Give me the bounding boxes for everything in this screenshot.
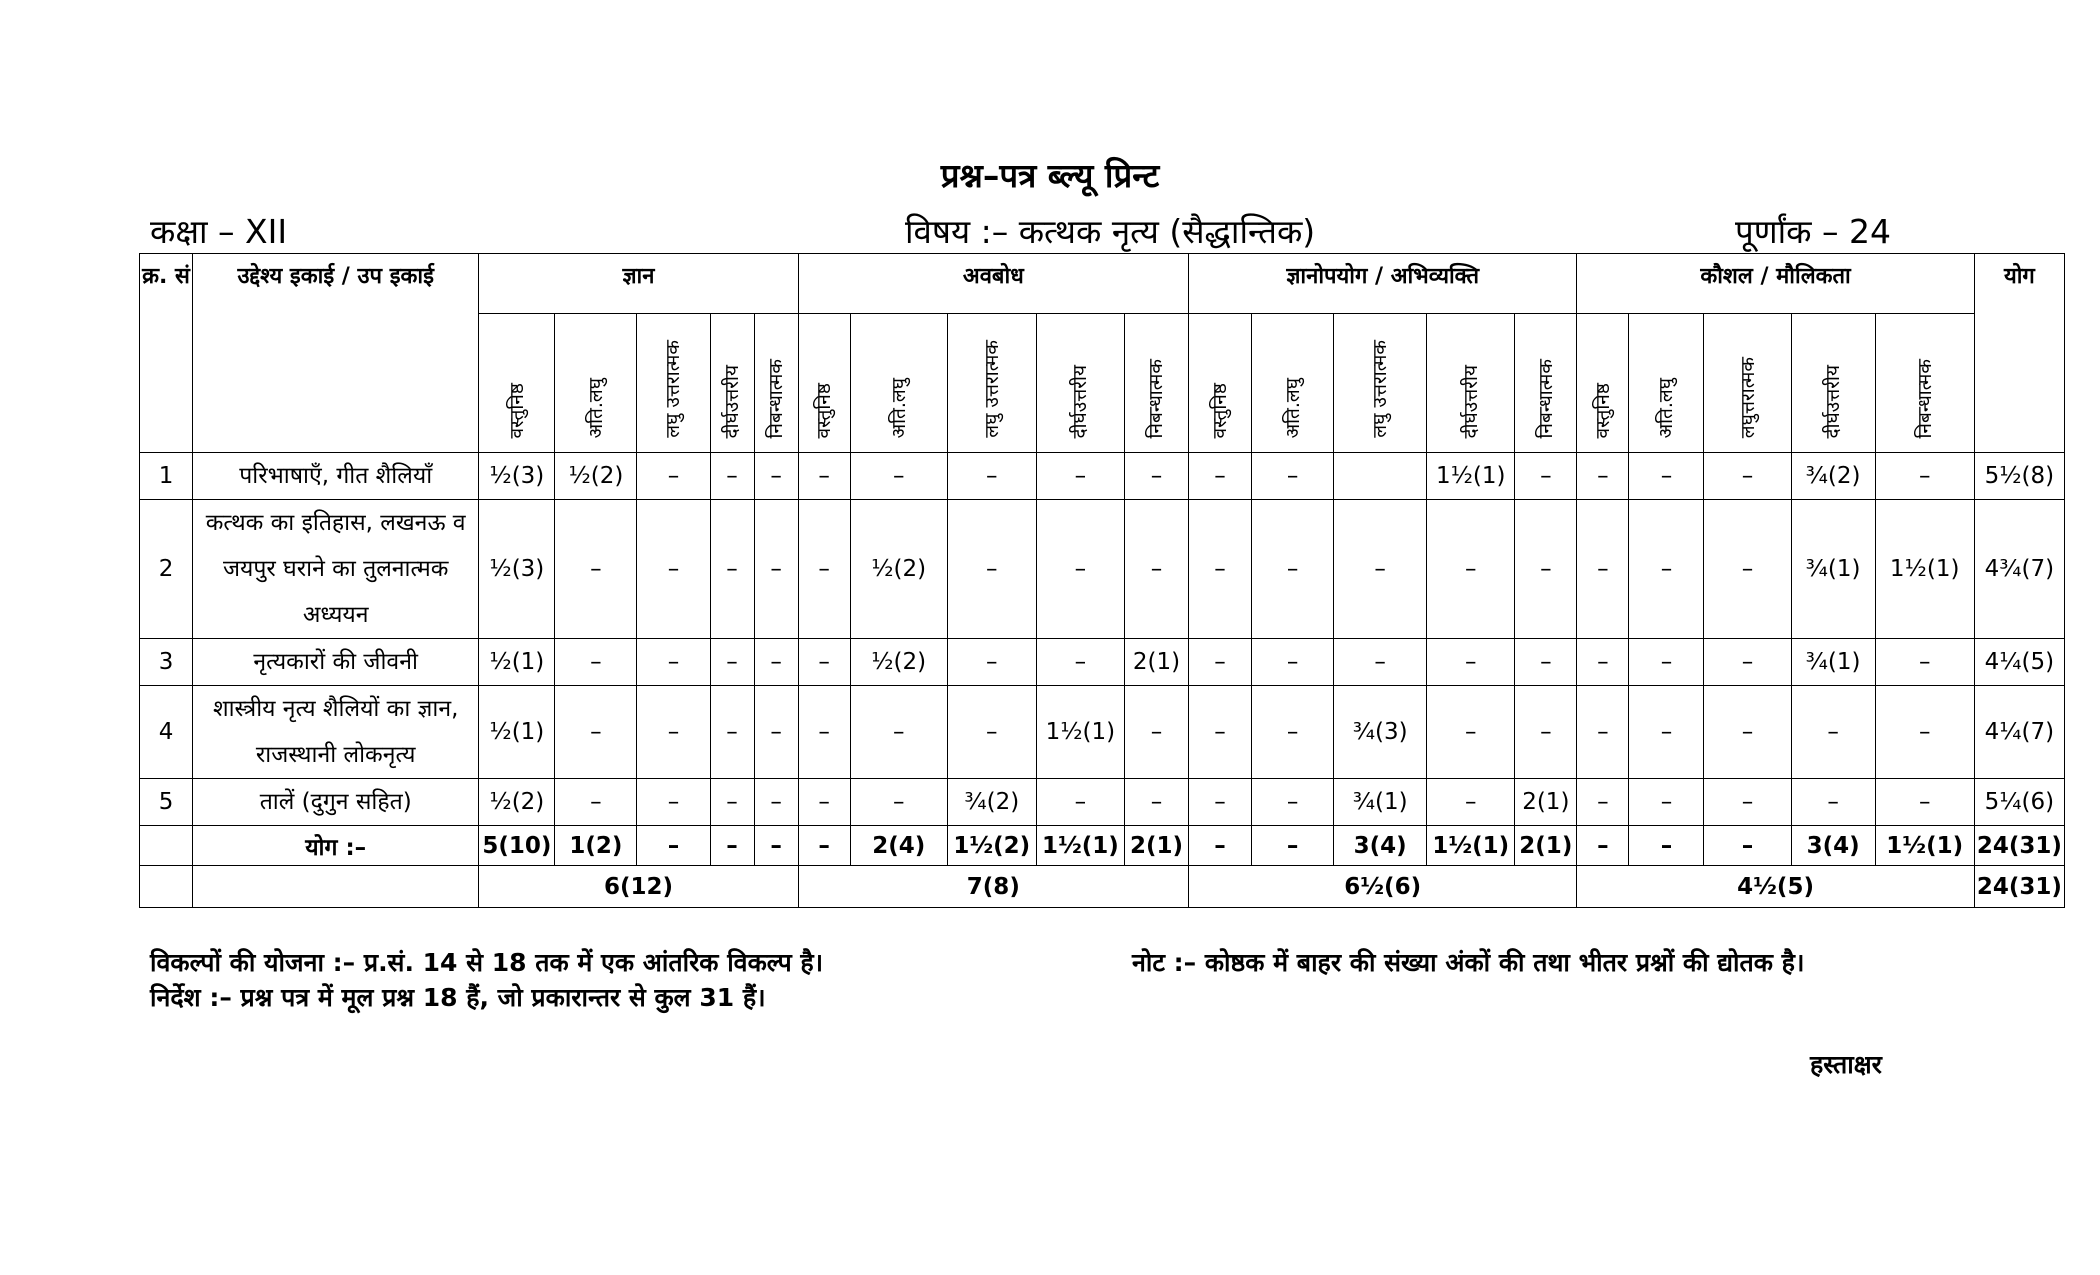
marks-cell: –	[850, 453, 947, 500]
sum-cell: 5(10)	[479, 826, 555, 866]
marks-cell: –	[1189, 686, 1252, 779]
sum-cell: –	[1704, 826, 1791, 866]
marks-cell: ¾(1)	[1791, 639, 1875, 686]
marks-cell: –	[1252, 453, 1334, 500]
subhead-label: दीर्घउत्तरीय	[1822, 364, 1845, 438]
subhead-cell	[1704, 314, 1791, 453]
marks-cell: –	[1189, 500, 1252, 639]
subhead-label: लघु उत्तरात्मक	[662, 340, 685, 438]
marks-cell: –	[754, 779, 798, 826]
marks-cell: –	[754, 453, 798, 500]
marks-cell: –	[1036, 500, 1124, 639]
page-title: प्रश्न–पत्र ब्ल्यू प्रिन्ट	[940, 156, 1160, 195]
marks-cell: –	[1189, 639, 1252, 686]
table-row	[140, 779, 2065, 826]
marks-cell: –	[1252, 686, 1334, 779]
marks-cell: –	[1875, 453, 1974, 500]
marks-cell: –	[1252, 500, 1334, 639]
options-scheme-note: विकल्पों की योजना :– प्र.सं. 14 से 18 तक में एक आंतरिक विकल्प है।	[150, 948, 824, 977]
subhead-cell	[1427, 314, 1515, 453]
marks-cell: –	[1875, 639, 1974, 686]
marks-cell: –	[1875, 779, 1974, 826]
group-total-row	[140, 866, 2065, 908]
blueprint-table	[139, 253, 2065, 908]
col-sn-header: क्र. सं	[140, 254, 193, 453]
col-unit-header: उद्देश्य इकाई / उप इकाई	[193, 254, 479, 453]
marks-cell: –	[1124, 500, 1188, 639]
marks-cell: –	[1036, 639, 1124, 686]
marks-cell: –	[947, 453, 1036, 500]
marks-cell: –	[1252, 639, 1334, 686]
subhead-cell	[798, 314, 850, 453]
marks-cell: –	[555, 686, 637, 779]
subhead-cell	[1036, 314, 1124, 453]
col-total-header: योग	[1974, 254, 2064, 453]
table-row	[140, 500, 2065, 639]
marks-cell: –	[1577, 639, 1629, 686]
marks-cell: –	[710, 453, 754, 500]
marks-cell: –	[1704, 453, 1791, 500]
sum-cell: 1½(1)	[1036, 826, 1124, 866]
sum-total: 24(31)	[1974, 826, 2064, 866]
row-serial: 4	[140, 686, 193, 779]
subhead-label: दीर्घउत्तरीय	[721, 364, 744, 438]
sum-cell: 1½(2)	[947, 826, 1036, 866]
marks-cell: 2(1)	[1515, 779, 1577, 826]
sum-row-empty	[140, 826, 193, 866]
marks-cell: –	[798, 639, 850, 686]
sum-cell: 1(2)	[555, 826, 637, 866]
subhead-label: लघु उत्तरात्मक	[1369, 340, 1392, 438]
subhead-label: वस्तुनिष्ठ	[1209, 382, 1232, 438]
marks-cell: 2(1)	[1124, 639, 1188, 686]
marks-cell: –	[1124, 779, 1188, 826]
directions-note: निर्देश :– प्रश्न पत्र में मूल प्रश्न 18 हैं, जो प्रकारान्तर से कुल 31 हैं।	[150, 983, 766, 1012]
sum-cell: –	[1577, 826, 1629, 866]
subhead-label: अति.लघु	[1655, 377, 1678, 438]
sum-cell: –	[710, 826, 754, 866]
row-unit: शास्त्रीय नृत्य शैलियों का ज्ञान, राजस्थानी लोकनृत्य	[193, 686, 479, 779]
subhead-cell	[1577, 314, 1629, 453]
marks-cell: –	[1577, 686, 1629, 779]
group-header-gyanopyog: ज्ञानोपयोग / अभिव्यक्ति	[1189, 254, 1577, 314]
subhead-cell	[1252, 314, 1334, 453]
marks-cell: –	[710, 639, 754, 686]
marks-cell: –	[1515, 686, 1577, 779]
marks-cell: –	[1124, 453, 1188, 500]
subhead-cell	[710, 314, 754, 453]
sum-cell: 2(1)	[1515, 826, 1577, 866]
marks-cell: –	[637, 639, 710, 686]
marks-cell: –	[1334, 639, 1427, 686]
subhead-cell	[1515, 314, 1577, 453]
marks-cell: –	[754, 500, 798, 639]
subhead-cell	[1124, 314, 1188, 453]
marks-cell: –	[637, 779, 710, 826]
marks-cell: –	[1704, 686, 1791, 779]
subhead-label: अति.लघु	[1281, 377, 1304, 438]
subhead-label: लघु उत्तरात्मक	[980, 340, 1003, 438]
marks-cell: –	[1629, 686, 1704, 779]
marks-cell: –	[1427, 779, 1515, 826]
marks-cell: ¾(3)	[1334, 686, 1427, 779]
sum-cell: –	[1189, 826, 1252, 866]
marks-cell: –	[1577, 453, 1629, 500]
row-total: 4¾(7)	[1974, 500, 2064, 639]
subhead-cell	[1875, 314, 1974, 453]
row-unit: कत्थक का इतिहास, लखनऊ व जयपुर घराने का तुलनात्मक अध्ययन	[193, 500, 479, 639]
sum-cell: 3(4)	[1791, 826, 1875, 866]
marks-cell: –	[798, 779, 850, 826]
marks-cell: –	[1704, 779, 1791, 826]
marks-cell: –	[754, 639, 798, 686]
group-header-kaushal: कौशल / मौलिकता	[1577, 254, 1974, 314]
marks-cell: –	[798, 453, 850, 500]
row-unit: तालें (दुगुन सहित)	[193, 779, 479, 826]
subhead-label: निबन्धात्मक	[1145, 358, 1168, 438]
sum-row-label: योग :–	[193, 826, 479, 866]
marks-cell: –	[637, 500, 710, 639]
subhead-label: वस्तुनिष्ठ	[505, 382, 528, 438]
marks-cell: –	[1629, 779, 1704, 826]
row-unit: परिभाषाएँ, गीत शैलियाँ	[193, 453, 479, 500]
marks-cell: –	[754, 686, 798, 779]
row-total: 4¼(7)	[1974, 686, 2064, 779]
marks-cell: 1½(1)	[1875, 500, 1974, 639]
marks-cell: –	[1704, 639, 1791, 686]
row-unit: नृत्यकारों की जीवनी	[193, 639, 479, 686]
group-total-cell: 6(12)	[479, 866, 798, 908]
sum-cell: 1½(1)	[1427, 826, 1515, 866]
marks-cell: –	[637, 453, 710, 500]
marks-cell: ¾(1)	[1791, 500, 1875, 639]
subhead-cell	[555, 314, 637, 453]
grand-total: 24(31)	[1974, 866, 2064, 908]
row-total: 5¼(6)	[1974, 779, 2064, 826]
marks-cell: –	[1124, 686, 1188, 779]
marks-cell: –	[850, 686, 947, 779]
marks-cell: –	[1189, 779, 1252, 826]
row-total: 5½(8)	[1974, 453, 2064, 500]
row-serial: 3	[140, 639, 193, 686]
marks-cell: ½(3)	[479, 453, 555, 500]
subhead-label: वस्तुनिष्ठ	[1591, 382, 1614, 438]
marks-cell: –	[1515, 500, 1577, 639]
marks-cell: –	[1036, 779, 1124, 826]
subhead-label: दीर्घउत्तरीय	[1069, 364, 1092, 438]
marks-cell: –	[637, 686, 710, 779]
subhead-label: निबन्धात्मक	[1534, 358, 1557, 438]
marks-cell: –	[1577, 500, 1629, 639]
signature-label: हस्ताक्षर	[1810, 1050, 1882, 1079]
marks-cell: –	[947, 639, 1036, 686]
subhead-cell	[637, 314, 710, 453]
group-total-empty	[193, 866, 479, 908]
sum-cell: –	[798, 826, 850, 866]
marks-cell: –	[1515, 453, 1577, 500]
subhead-label: निबन्धात्मक	[765, 358, 788, 438]
marks-cell: –	[947, 500, 1036, 639]
max-marks-label: पूर्णांक – 24	[1735, 212, 1891, 251]
marks-cell: –	[710, 686, 754, 779]
sum-cell: 2(1)	[1124, 826, 1188, 866]
row-serial: 2	[140, 500, 193, 639]
marks-cell: –	[1189, 453, 1252, 500]
marks-cell: –	[1704, 500, 1791, 639]
subhead-cell	[754, 314, 798, 453]
sum-cell: –	[637, 826, 710, 866]
subhead-label: अति.लघु	[584, 377, 607, 438]
sum-cell: 1½(1)	[1875, 826, 1974, 866]
marks-cell: –	[710, 779, 754, 826]
group-total-cell: 7(8)	[798, 866, 1188, 908]
subhead-cell	[1791, 314, 1875, 453]
row-serial: 5	[140, 779, 193, 826]
marks-cell: ½(1)	[479, 639, 555, 686]
subhead-cell	[1334, 314, 1427, 453]
sum-row	[140, 826, 2065, 866]
table-row	[140, 639, 2065, 686]
marks-cell: –	[1427, 639, 1515, 686]
class-label: कक्षा – XII	[150, 212, 288, 251]
marks-cell: –	[1791, 686, 1875, 779]
marks-cell: ½(2)	[850, 500, 947, 639]
marks-cell: –	[1791, 779, 1875, 826]
sum-cell: 3(4)	[1334, 826, 1427, 866]
marks-cell: –	[1252, 779, 1334, 826]
sum-cell: –	[754, 826, 798, 866]
marks-cell: 1½(1)	[1036, 686, 1124, 779]
row-serial: 1	[140, 453, 193, 500]
subhead-cell	[1189, 314, 1252, 453]
subhead-cell	[479, 314, 555, 453]
subhead-label: दीर्घउत्तरीय	[1459, 364, 1482, 438]
sum-cell: –	[1252, 826, 1334, 866]
subhead-label: अति.लघु	[887, 377, 910, 438]
marks-cell: ½(1)	[479, 686, 555, 779]
marks-cell: –	[1427, 686, 1515, 779]
table-row	[140, 686, 2065, 779]
bracket-note: नोट :– कोष्ठक में बाहर की संख्या अंकों की तथा भीतर प्रश्नों की द्योतक है।	[1132, 948, 1805, 977]
subhead-cell	[850, 314, 947, 453]
group-total-cell: 4½(5)	[1577, 866, 1974, 908]
subhead-label: वस्तुनिष्ठ	[813, 382, 836, 438]
marks-cell: –	[947, 686, 1036, 779]
marks-cell: –	[1577, 779, 1629, 826]
marks-cell: –	[1629, 453, 1704, 500]
group-header-gyan: ज्ञान	[479, 254, 798, 314]
marks-cell: ½(2)	[555, 453, 637, 500]
marks-cell	[1334, 453, 1427, 500]
subhead-label: लघुत्तरात्मक	[1736, 356, 1759, 438]
subject-label: विषय :– कत्थक नृत्य (सैद्धान्तिक)	[905, 212, 1316, 251]
marks-cell: –	[798, 686, 850, 779]
subhead-label: निबन्धात्मक	[1913, 358, 1936, 438]
marks-cell: –	[1427, 500, 1515, 639]
group-header-avbodh: अवबोध	[798, 254, 1188, 314]
sum-cell: –	[1629, 826, 1704, 866]
marks-cell: –	[1036, 453, 1124, 500]
marks-cell: –	[555, 779, 637, 826]
marks-cell: –	[710, 500, 754, 639]
marks-cell: –	[1515, 639, 1577, 686]
row-total: 4¼(5)	[1974, 639, 2064, 686]
marks-cell: ¾(2)	[1791, 453, 1875, 500]
marks-cell: –	[850, 779, 947, 826]
marks-cell: –	[1334, 500, 1427, 639]
group-total-empty	[140, 866, 193, 908]
sum-cell: 2(4)	[850, 826, 947, 866]
marks-cell: ½(2)	[479, 779, 555, 826]
marks-cell: –	[555, 639, 637, 686]
subhead-cell	[947, 314, 1036, 453]
marks-cell: ¾(2)	[947, 779, 1036, 826]
subhead-cell	[1629, 314, 1704, 453]
marks-cell: –	[798, 500, 850, 639]
table-row	[140, 453, 2065, 500]
group-total-cell: 6½(6)	[1189, 866, 1577, 908]
marks-cell: ½(2)	[850, 639, 947, 686]
marks-cell: –	[1875, 686, 1974, 779]
marks-cell: –	[1629, 639, 1704, 686]
marks-cell: –	[555, 500, 637, 639]
marks-cell: 1½(1)	[1427, 453, 1515, 500]
marks-cell: ¾(1)	[1334, 779, 1427, 826]
marks-cell: ½(3)	[479, 500, 555, 639]
marks-cell: –	[1629, 500, 1704, 639]
